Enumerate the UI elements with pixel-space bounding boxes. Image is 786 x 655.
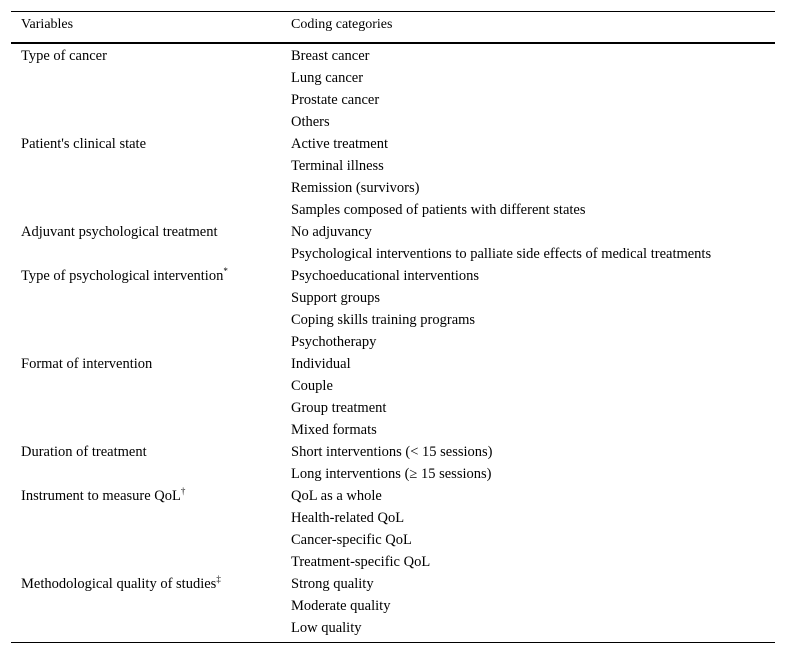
category-cell: Others [291, 114, 330, 130]
table-top-rule [11, 11, 775, 12]
category-cell: Health-related QoL [291, 510, 405, 526]
variable-text: Patient's clinical state [21, 136, 147, 152]
variable-text: Type of cancer [21, 48, 107, 64]
variable-text: Duration of treatment [21, 444, 147, 460]
table-row [11, 331, 775, 353]
category-cell: Lung cancer [291, 70, 364, 86]
category-cell: Mixed formats [291, 422, 377, 438]
category-cell: Couple [291, 378, 333, 394]
category-cell: Low quality [291, 620, 362, 636]
variable-text: Type of psychological intervention [21, 268, 224, 284]
category-cell: No adjuvancy [291, 224, 372, 240]
header-variables: Variables [21, 17, 74, 32]
table-row [11, 573, 775, 595]
table-row [11, 67, 775, 89]
table-header-rule [11, 42, 775, 44]
table-row [11, 353, 775, 375]
table-row [11, 485, 775, 507]
category-cell: Support groups [291, 290, 381, 306]
table-row [11, 419, 775, 441]
category-cell: Long interventions (≥ 15 sessions) [291, 466, 492, 482]
table-row [11, 595, 775, 617]
category-cell: Cancer-specific QoL [291, 532, 412, 548]
category-cell: Strong quality [291, 576, 374, 592]
table-row [11, 155, 775, 177]
table-row [11, 199, 775, 221]
variable-text: Adjuvant psychological treatment [21, 224, 218, 240]
variable-text: Methodological quality of studies [21, 576, 217, 592]
variable-cell [21, 353, 152, 375]
variable-cell [21, 133, 146, 155]
variable-cell [21, 485, 185, 507]
category-cell: Psychological interventions to palliate side effects of medical treatments [291, 246, 712, 262]
table-row [11, 177, 775, 199]
table-row [11, 221, 775, 243]
table-row [11, 529, 775, 551]
table-header [11, 17, 775, 37]
table-body [11, 45, 775, 639]
table-bottom-rule [11, 642, 775, 643]
category-cell: Coping skills training programs [291, 312, 476, 328]
table-row [11, 309, 775, 331]
category-cell: Prostate cancer [291, 92, 380, 108]
table-row [11, 265, 775, 287]
variable-text: Instrument to measure QoL [21, 488, 181, 504]
table-row [11, 507, 775, 529]
category-cell: Psychoeducational interventions [291, 268, 480, 284]
header-coding-categories: Coding categories [291, 17, 393, 32]
table-row [11, 89, 775, 111]
table-row [11, 375, 775, 397]
table-row [11, 463, 775, 485]
category-cell: Terminal illness [291, 158, 384, 174]
category-cell: Short interventions (< 15 sessions) [291, 444, 493, 460]
footnote-mark: * [223, 266, 228, 276]
variable-cell [21, 441, 147, 463]
category-cell: Remission (survivors) [291, 180, 420, 196]
table-row [11, 287, 775, 309]
table-row [11, 243, 775, 265]
category-cell: Group treatment [291, 400, 387, 416]
table-row [11, 397, 775, 419]
category-cell: Moderate quality [291, 598, 391, 614]
table-row [11, 111, 775, 133]
footnote-mark: ‡ [216, 574, 221, 584]
variable-cell [21, 265, 228, 287]
footnote-mark: † [180, 486, 186, 496]
variable-cell [21, 221, 218, 243]
category-cell: Psychotherapy [291, 334, 377, 350]
variable-cell [21, 45, 107, 67]
category-cell: Samples composed of patients with different states [291, 202, 586, 218]
variable-cell [21, 573, 221, 595]
category-cell: Breast cancer [291, 48, 370, 64]
category-cell: QoL as a whole [291, 488, 382, 504]
category-cell: Individual [291, 356, 351, 372]
variable-text: Format of intervention [21, 356, 153, 372]
category-cell: Active treatment [291, 136, 389, 152]
table-row [11, 441, 775, 463]
category-cell: Treatment-specific QoL [291, 554, 431, 570]
table-row [11, 617, 775, 639]
table-row [11, 133, 775, 155]
table-row [11, 551, 775, 573]
table-row [11, 45, 775, 67]
